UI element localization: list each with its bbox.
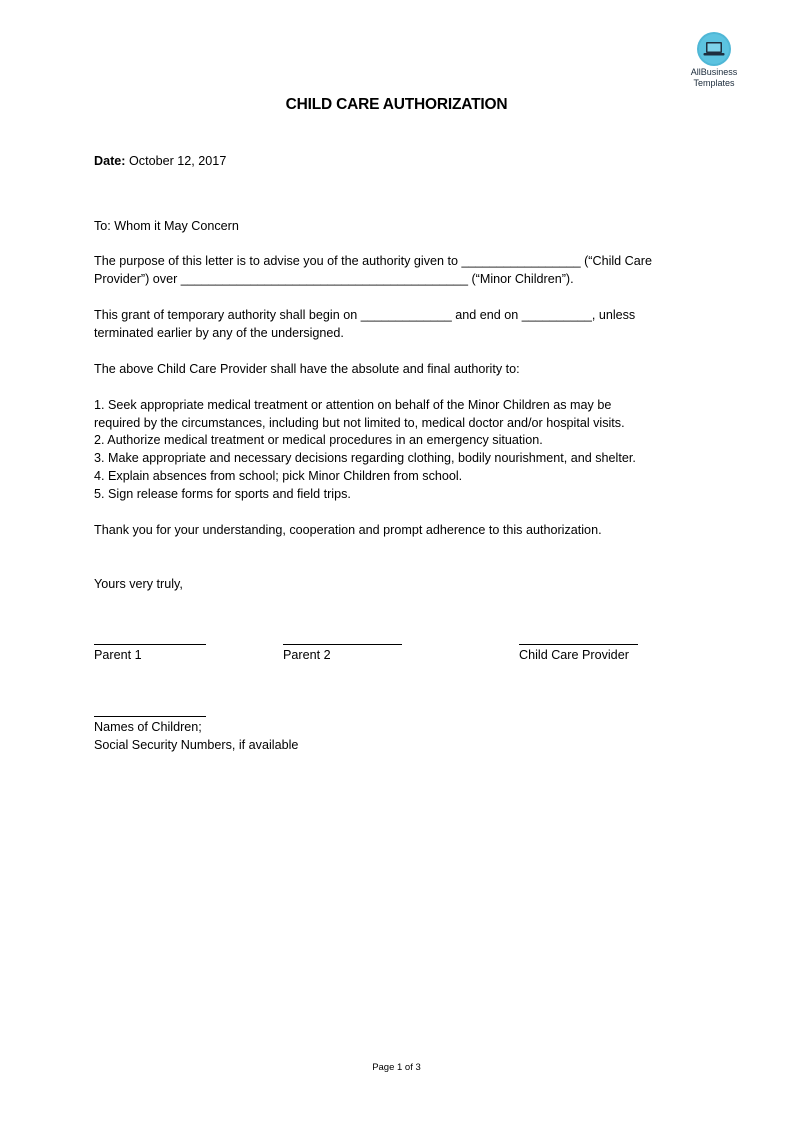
- logo-text-line2: Templates: [693, 78, 735, 88]
- authority-intro: The above Child Care Provider shall have the absolute and final authority to:: [94, 362, 520, 376]
- parent1-signature-line: [94, 644, 206, 645]
- date-line: [94, 152, 226, 170]
- authority-item: 3. Make appropriate and necessary decisions regarding clothing, bodily nourishment, and shelter.: [94, 451, 636, 465]
- recipient-line: To: Whom it May Concern: [94, 219, 239, 233]
- purpose-line-1: The purpose of this letter is to advise you of the authority given to _________________ (“Child Care: [94, 254, 652, 268]
- document-title: CHILD CARE AUTHORIZATION: [285, 96, 508, 113]
- parent2-signature-line: [283, 644, 402, 645]
- authority-item: 1. Seek appropriate medical treatment or attention on behalf of the Minor Children as may be: [94, 398, 612, 412]
- children-ssn-label: Social Security Numbers, if available: [94, 738, 299, 752]
- logo-text-line1: AllBusiness: [690, 67, 738, 77]
- children-names-label: Names of Children;: [94, 720, 202, 734]
- provider-label: Child Care Provider: [519, 648, 629, 662]
- children-signature-line: [94, 716, 206, 717]
- authority-item: 2. Authorize medical treatment or medical procedures in an emergency situation.: [94, 433, 543, 447]
- grant-line-1: This grant of temporary authority shall begin on _____________ and end on __________, unless: [94, 308, 636, 322]
- laptop-icon: [697, 32, 731, 66]
- purpose-line-2: Provider”) over _________________________________________ (“Minor Children”).: [94, 272, 574, 286]
- closing-line: Yours very truly,: [94, 577, 183, 591]
- parent2-label: Parent 2: [283, 648, 331, 662]
- thanks-line: Thank you for your understanding, cooperation and prompt adherence to this authorization.: [94, 523, 602, 537]
- provider-signature-line: [519, 644, 638, 645]
- authority-item: 5. Sign release forms for sports and field trips.: [94, 487, 351, 501]
- parent1-label: Parent 1: [94, 648, 142, 662]
- company-logo: [682, 32, 746, 88]
- authority-item: 4. Explain absences from school; pick Minor Children from school.: [94, 469, 463, 483]
- date-label: Date:: [94, 154, 126, 168]
- authority-item: required by the circumstances, including but not limited to, medical doctor and/or hospital visits.: [94, 416, 625, 430]
- page-number: Page 1 of 3: [372, 1062, 421, 1073]
- date-value: October 12, 2017: [125, 154, 227, 168]
- grant-line-2: terminated earlier by any of the undersigned.: [94, 326, 344, 340]
